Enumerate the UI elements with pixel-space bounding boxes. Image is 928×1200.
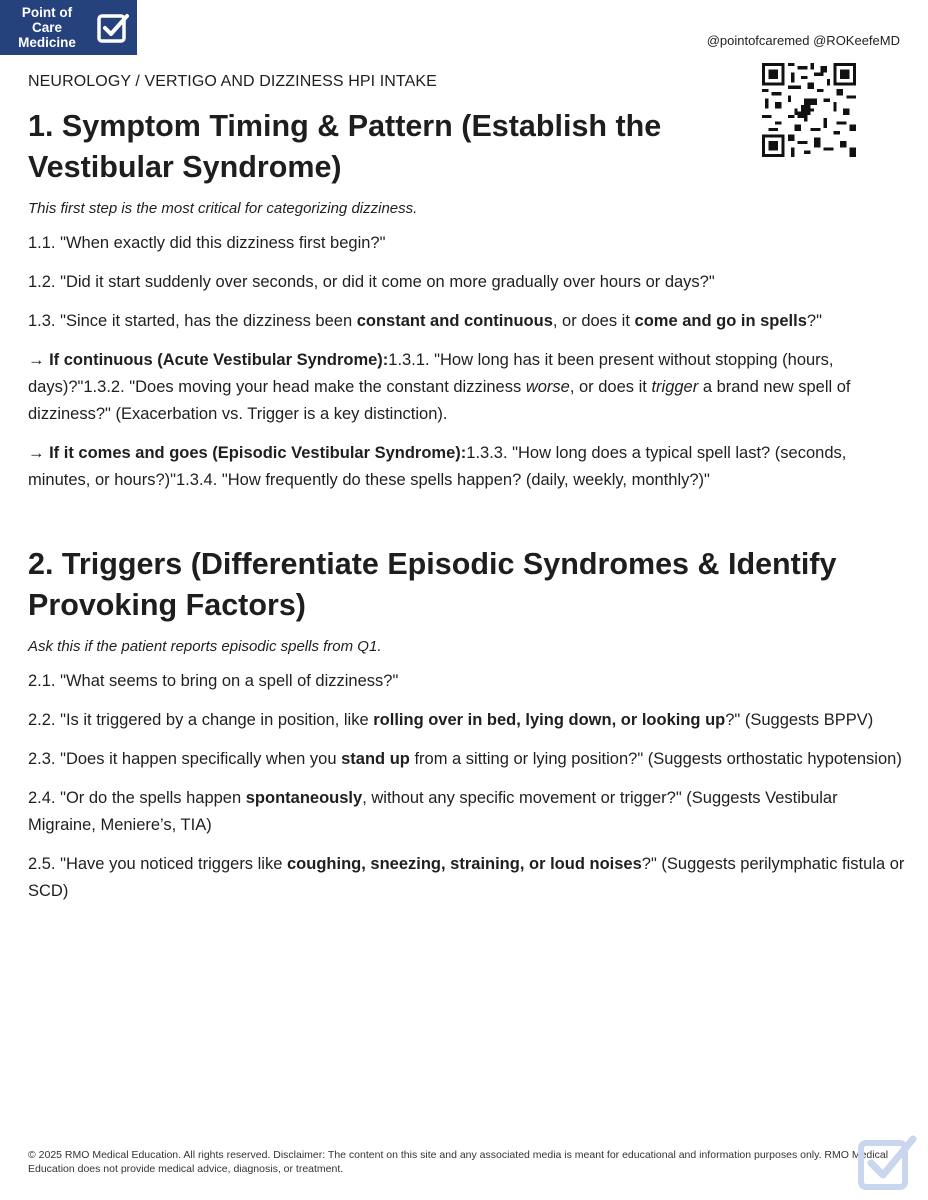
- brand-logo-line1: Point of Care: [21, 5, 73, 35]
- question-2-4-part-c: , without any specific movement or trigger?" (Suggests Vestibular Migraine, Meniere’s, TIA): [28, 789, 838, 834]
- question-1-3-part-a: 1.3. "Since it started, has the dizziness been: [28, 312, 357, 330]
- question-1-3-emphasis-constant: constant and continuous: [356, 312, 553, 330]
- continuous-branch: [28, 347, 908, 428]
- brand-logo-text: [6, 5, 88, 50]
- question-2-5: [28, 851, 908, 905]
- section-2-title: 2. Triggers (Differentiate Episodic Syndromes & Identify Provoking Factors): [28, 547, 837, 622]
- question-1-3: [28, 308, 908, 335]
- document-kicker: NEUROLOGY / VERTIGO AND DIZZINESS HPI INTAKE: [28, 73, 437, 90]
- question-1-1: 1.1. "When exactly did this dizziness first begin?": [28, 234, 386, 252]
- episodic-branch-text: 1.3.3. "How long does a typical spell last? (seconds, minutes, or hours?)"1.3.4. "How frequently do these spells happen? (daily, weekly, monthly?)": [28, 444, 847, 489]
- question-2-1: 2.1. "What seems to bring on a spell of dizziness?": [28, 672, 399, 690]
- question-1-3-emphasis-spells: come and go in spells: [634, 312, 807, 330]
- question-2-5-part-a: 2.5. "Have you noticed triggers like: [28, 855, 287, 873]
- document-body: [28, 106, 908, 917]
- question-2-4: [28, 785, 908, 839]
- section-1-subtitle: This first step is the most critical for categorizing dizziness.: [28, 200, 418, 217]
- question-1-2: 1.2. "Did it start suddenly over seconds, or did it come on more gradually over hours or days?": [28, 273, 715, 291]
- continuous-branch-label: If continuous (Acute Vestibular Syndrome):: [49, 351, 389, 369]
- brand-logo: [0, 0, 137, 55]
- checkbox-check-icon: [96, 11, 130, 45]
- question-2-3-part-a: 2.3. "Does it happen specifically when you: [28, 750, 342, 768]
- social-handles: @pointofcaremed @ROKeefeMD: [706, 33, 900, 48]
- question-2-2-emphasis: rolling over in bed, lying down, or looking up: [373, 711, 726, 729]
- continuous-branch-text-a: 1.3.1. "How long has it been present without stopping (hours, days)?"1.3.2. "Does moving your head make the constant dizziness: [28, 351, 834, 396]
- question-2-3: [28, 746, 908, 773]
- continuous-branch-trigger: trigger: [651, 378, 699, 396]
- question-2-2-part-c: ?" (Suggests BPPV): [725, 711, 874, 729]
- continuous-branch-worse: worse: [525, 378, 570, 396]
- section-2-subtitle: Ask this if the patient reports episodic spells from Q1.: [28, 638, 382, 655]
- question-2-2-part-a: 2.2. "Is it triggered by a change in position, like: [28, 711, 374, 729]
- question-2-4-emphasis: spontaneously: [245, 789, 363, 807]
- question-2-3-part-c: from a sitting or lying position?" (Suggests orthostatic hypotension): [409, 750, 902, 768]
- section-spacer: [28, 506, 908, 544]
- question-2-2: [28, 707, 908, 734]
- footer-disclaimer: © 2025 RMO Medical Education. All rights reserved. Disclaimer: The content on this site and any associated media is meant for educational and information purposes only. RMO Medical Education does not provide medical advice, diagnosis, or treatment.: [28, 1149, 889, 1175]
- question-2-3-emphasis: stand up: [341, 750, 410, 768]
- continuous-branch-text-c: a brand new spell of dizziness?" (Exacerbation vs. Trigger is a key distinction).: [28, 378, 851, 423]
- episodic-branch: [28, 440, 908, 494]
- episodic-branch-label: If it comes and goes (Episodic Vestibular Syndrome):: [49, 444, 467, 462]
- question-2-4-part-a: 2.4. "Or do the spells happen: [28, 789, 246, 807]
- arrow-right-icon: →: [28, 444, 50, 462]
- brand-logo-line2: Medicine: [18, 35, 76, 50]
- question-2-5-emphasis: coughing, sneezing, straining, or loud noises: [287, 855, 642, 873]
- question-2-5-part-c: ?" (Suggests perilymphatic fistula or SCD): [28, 855, 905, 900]
- continuous-branch-text-b: , or does it: [569, 378, 652, 396]
- question-1-3-part-e: ?": [806, 312, 822, 330]
- checkbox-watermark-icon: [855, 1131, 919, 1195]
- arrow-right-icon: →: [28, 351, 50, 369]
- section-1-title: 1. Symptom Timing & Pattern (Establish the Vestibular Syndrome): [28, 109, 662, 184]
- question-1-3-part-c: , or does it: [552, 312, 635, 330]
